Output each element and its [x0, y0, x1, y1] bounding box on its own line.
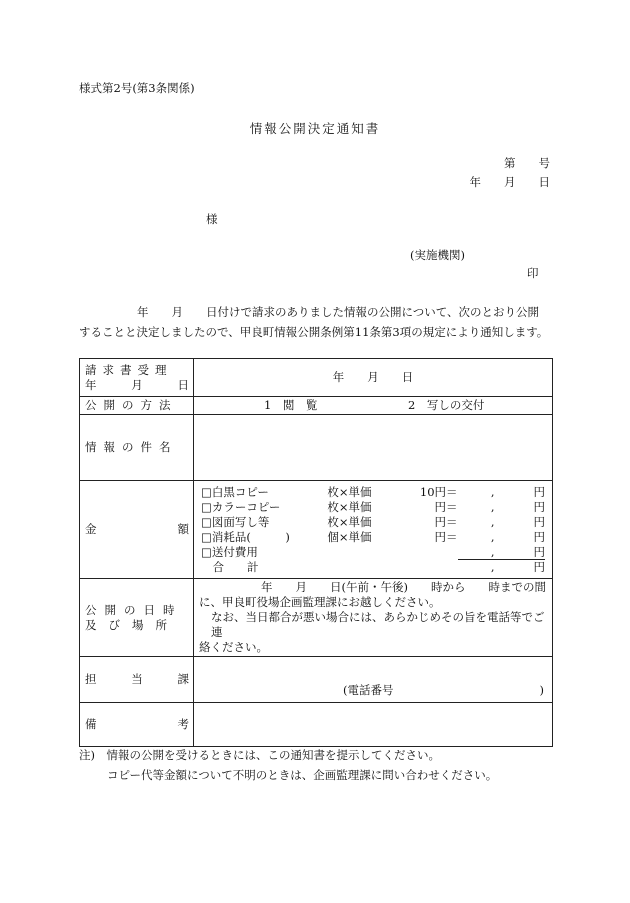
schedule-line3: なお、当日都合が悪い場合には、あらかじめその旨を電話等でご連 [211, 610, 545, 639]
method-option-view: 1 閲 覧 [264, 398, 318, 412]
value-request-date: 年 月 日 [194, 359, 553, 397]
row-staff [80, 657, 553, 703]
intro-line-2: することと決定しましたので、甲良町情報公開条例第11条第3項の規定により通知します。 [79, 325, 549, 339]
intro-paragraph [79, 302, 553, 342]
value-remarks [194, 703, 553, 747]
row-subject [80, 415, 553, 481]
seal-mark: 印 [527, 266, 539, 280]
label-request-line1: 請求書受理 [85, 362, 173, 377]
value-amount [194, 481, 553, 579]
label-remarks: 備 考 [80, 703, 194, 747]
schedule-line4: 絡ください。 [199, 640, 268, 654]
method-option-copy: 2 写しの交付 [408, 398, 485, 412]
row-method [80, 397, 553, 415]
schedule-line1: 年 月 日(午前・午後) 時から 時までの間 [261, 580, 546, 594]
row-schedule [80, 579, 553, 657]
schedule-line2: に、甲良町役場企画監理課にお越しください。 [199, 595, 441, 609]
label-request-line2: 年 月 日 [85, 377, 189, 392]
document-title: 情報公開決定通知書 [249, 121, 381, 136]
value-schedule [194, 579, 553, 657]
intro-line-1: 年 月 日付けで請求のありました情報の公開について、次のとおり公開 [137, 305, 540, 319]
value-subject [194, 415, 553, 481]
notice-table [79, 358, 553, 747]
row-amount [80, 481, 553, 579]
label-schedule-line1: 公開の日時 [85, 602, 183, 617]
recipient-honorific: 様 [206, 212, 218, 226]
row-request-date [80, 359, 553, 397]
label-subject: 情報の件名 [80, 415, 194, 481]
amount-row-total: 合 計 , 円 [201, 559, 545, 574]
amount-row-consumables: □消耗品( ) 個×単価 円＝ , 円 [201, 529, 545, 544]
issuer-label: (実施機関) [410, 248, 465, 262]
note-line-1: 注) 情報の公開を受けるときには、この通知書を提示してください。 [79, 748, 440, 762]
label-method: 公開の方法 [80, 397, 194, 415]
label-staff: 担 当 課 [80, 657, 194, 703]
label-request-date [80, 359, 194, 397]
phone-close: ) [539, 683, 544, 697]
form-id: 様式第2号(第3条関係) [79, 81, 195, 95]
amount-row-color-copy: □カラーコピー 枚×単価 円＝ , 円 [201, 499, 545, 514]
footnotes [79, 745, 497, 785]
label-schedule [80, 579, 194, 657]
label-schedule-line2: 及び場所 [85, 617, 179, 632]
row-remarks [80, 703, 553, 747]
label-amount: 金 額 [80, 481, 194, 579]
note-line-2: コピー代等金額について不明のときは、企画監理課に問い合わせください。 [107, 768, 498, 782]
amount-row-drawing-copy: □図面写し等 枚×単価 円＝ , 円 [201, 514, 545, 529]
value-method [194, 397, 553, 415]
amount-row-bw-copy: □白黒コピー 枚×単価 10円＝ , 円 [201, 484, 545, 499]
phone-label: (電話番号 [343, 683, 394, 697]
value-staff [194, 657, 553, 703]
document-date: 年 月 日 [469, 175, 550, 189]
document-number: 第 号 [504, 156, 550, 170]
amount-row-shipping: □送付費用 , 円 [201, 544, 545, 559]
